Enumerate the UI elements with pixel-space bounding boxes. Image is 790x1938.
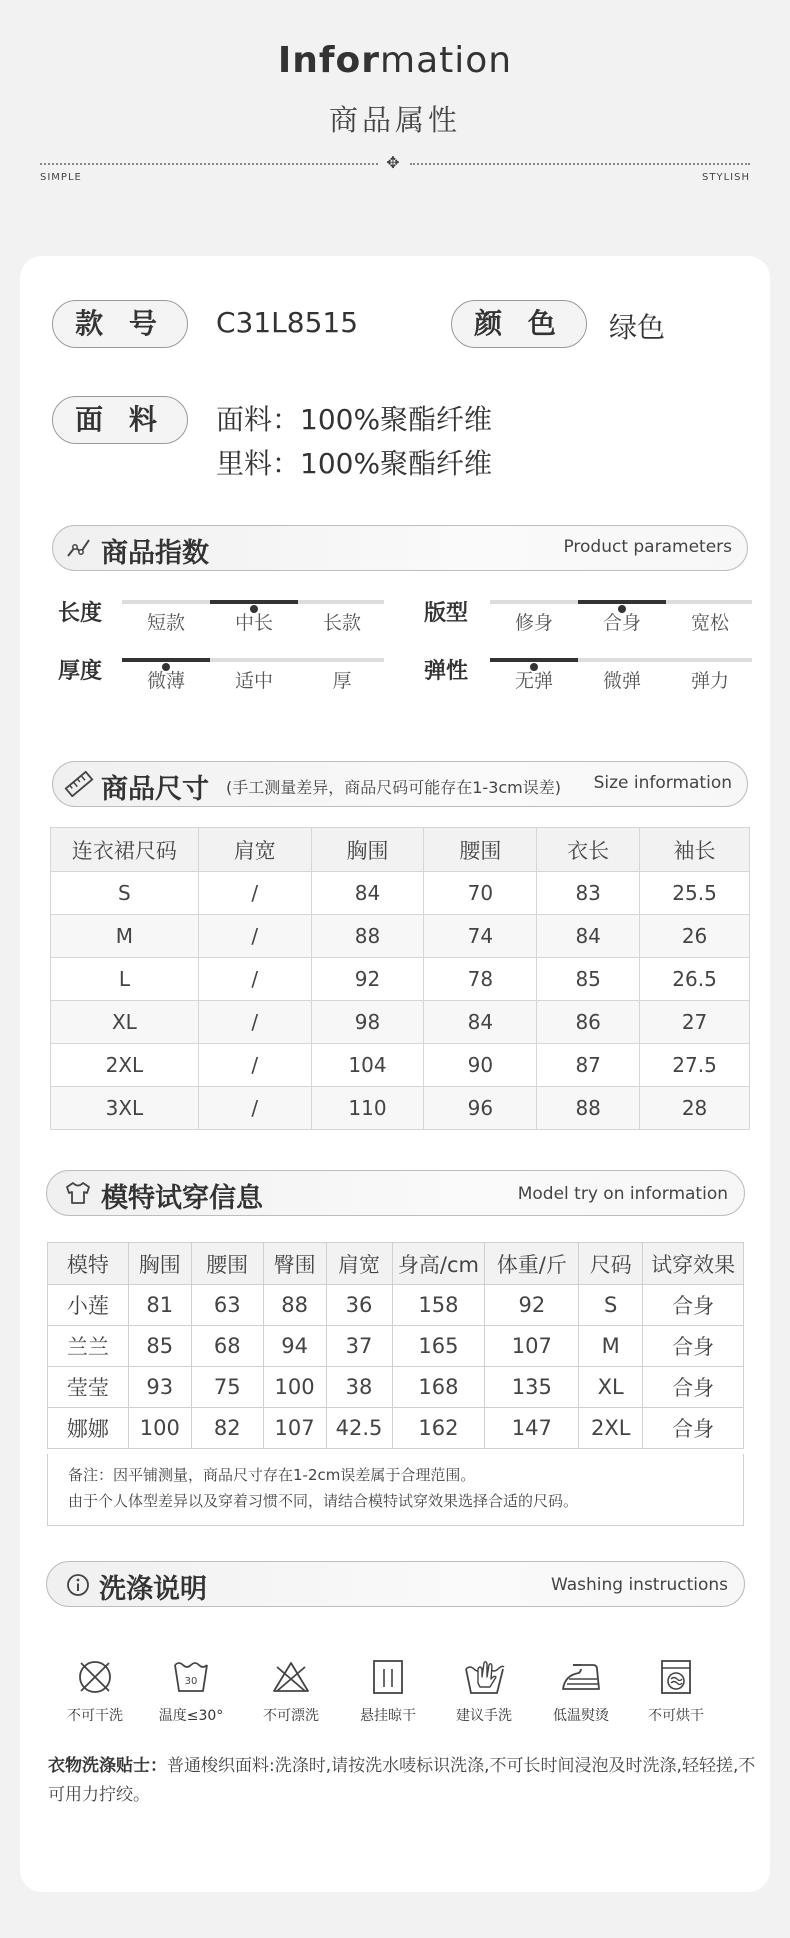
table-cell: 27.5 [640, 1044, 750, 1087]
table-cell: / [198, 915, 311, 958]
no-bleach-icon [271, 1657, 311, 1697]
model-col-header: 尺码 [579, 1243, 643, 1285]
model-col-header: 臀围 [263, 1243, 326, 1285]
table-cell: 26 [640, 915, 750, 958]
table-row [51, 1087, 750, 1130]
wash-label: 不可烘干 [648, 1708, 704, 1724]
table-cell: / [198, 1087, 311, 1130]
table-cell: 37 [326, 1326, 392, 1367]
table-cell: 162 [392, 1408, 485, 1449]
table-cell: 165 [392, 1326, 485, 1367]
index-section-title: 商品指数 [101, 538, 209, 569]
index-label-thickness: 厚度 [58, 659, 103, 684]
table-row [51, 958, 750, 1001]
table-cell: 93 [128, 1367, 191, 1408]
table-cell: M [579, 1326, 643, 1367]
table-cell: 85 [128, 1326, 191, 1367]
wash-label: 不可漂洗 [263, 1708, 319, 1724]
wash-label: 温度≤30° [158, 1708, 224, 1724]
table-cell: 68 [191, 1326, 263, 1367]
color-value: 绿色 [609, 311, 666, 344]
table-cell: 42.5 [326, 1408, 392, 1449]
table-cell: 36 [326, 1285, 392, 1326]
model-col-header: 体重/斤 [485, 1243, 579, 1285]
hand-wash-icon [462, 1657, 506, 1697]
table-cell: 98 [311, 1001, 424, 1044]
wash-item-low-iron [535, 1657, 627, 1725]
fabric-pill: 面 料 [52, 396, 188, 444]
table-cell: 100 [128, 1408, 191, 1449]
table-cell: / [198, 1001, 311, 1044]
ruler-icon [64, 771, 94, 797]
index-option: 厚 [332, 670, 352, 692]
index-option: 中长 [234, 612, 273, 634]
wash-label: 不可干洗 [67, 1708, 123, 1724]
table-cell: 26.5 [640, 958, 750, 1001]
index-option: 无弹 [514, 670, 553, 692]
wash-item-hand-wash [438, 1657, 530, 1725]
table-cell: 85 [537, 958, 640, 1001]
table-cell: 3XL [51, 1087, 199, 1130]
model-col-header: 肩宽 [326, 1243, 392, 1285]
header-title [0, 40, 790, 81]
model-col-header: 腰围 [191, 1243, 263, 1285]
size-table [50, 827, 750, 1130]
model-section-title: 模特试穿信息 [101, 1183, 263, 1214]
no-dry-clean-icon [75, 1657, 115, 1697]
wash-item-wash-30 [145, 1657, 237, 1725]
wash-item-no-tumble-dry [630, 1657, 722, 1725]
table-cell: 110 [311, 1087, 424, 1130]
header-right-tag: STYLISH [702, 172, 750, 183]
wash-tip-text: 普通梭织面料:洗涤时,请按洗水唛标识洗涤,不可长时间浸泡及时洗涤,轻轻搓,不可用力拧绞。 [48, 1756, 756, 1805]
index-label-elasticity: 弹性 [424, 659, 469, 684]
table-cell: 74 [424, 915, 537, 958]
table-cell: 87 [537, 1044, 640, 1087]
hang-dry-icon [368, 1657, 408, 1697]
table-cell: 25.5 [640, 872, 750, 915]
size-col-header: 衣长 [537, 828, 640, 872]
wash-tip [48, 1752, 758, 1810]
table-row [51, 872, 750, 915]
wash-item-no-bleach [245, 1657, 337, 1725]
table-cell: 合身 [643, 1285, 744, 1326]
low-iron-icon [559, 1657, 603, 1697]
style-number-value: C31L8515 [216, 306, 359, 339]
size-col-header: 腰围 [424, 828, 537, 872]
table-cell: 135 [485, 1367, 579, 1408]
table-cell: / [198, 1044, 311, 1087]
table-cell: S [51, 872, 199, 915]
model-note-line-1: 备注：因平铺测量，商品尺寸存在1-2cm误差属于合理范围。 [68, 1466, 476, 1484]
table-cell: 70 [424, 872, 537, 915]
style-number-pill: 款 号 [52, 300, 188, 348]
table-cell: XL [51, 1001, 199, 1044]
index-option: 宽松 [690, 612, 729, 634]
table-cell: 88 [311, 915, 424, 958]
index-active-fit [578, 600, 666, 604]
index-option: 修身 [514, 612, 553, 634]
wash-30-icon [171, 1657, 211, 1697]
table-cell: 86 [537, 1001, 640, 1044]
table-cell: 合身 [643, 1326, 744, 1367]
table-cell: 92 [311, 958, 424, 1001]
no-tumble-dry-icon [656, 1657, 696, 1697]
table-cell: 90 [424, 1044, 537, 1087]
table-cell: S [579, 1285, 643, 1326]
table-cell: 84 [537, 915, 640, 958]
size-col-header: 连衣裙尺码 [51, 828, 199, 872]
index-label-fit: 版型 [424, 601, 469, 626]
trend-icon [66, 536, 92, 560]
index-active-elasticity [490, 658, 578, 662]
svg-text:30: 30 [184, 1676, 198, 1687]
header-title-bold: Infor [277, 40, 381, 81]
fabric-line-1: 面料：100%聚酯纤维 [216, 403, 493, 436]
info-icon [66, 1573, 90, 1597]
table-row [48, 1285, 744, 1326]
table-row [48, 1326, 744, 1367]
table-row [48, 1408, 744, 1449]
table-cell: M [51, 915, 199, 958]
model-table-header [48, 1243, 744, 1285]
size-section-subtitle: Size information [593, 773, 732, 793]
table-cell: 88 [537, 1087, 640, 1130]
model-section-subtitle: Model try on information [517, 1184, 728, 1204]
model-col-header: 模特 [48, 1243, 129, 1285]
table-cell: 88 [263, 1285, 326, 1326]
table-cell: 27 [640, 1001, 750, 1044]
size-col-header: 胸围 [311, 828, 424, 872]
size-section-note: (手工测量差异，商品尺码可能存在1-3cm误差) [226, 778, 562, 797]
compass-icon: ✥ [386, 153, 400, 172]
table-cell: 合身 [643, 1367, 744, 1408]
table-cell: 81 [128, 1285, 191, 1326]
wash-section-title: 洗涤说明 [99, 1574, 207, 1605]
table-cell: 28 [640, 1087, 750, 1130]
index-option: 短款 [146, 612, 185, 634]
table-cell: 147 [485, 1408, 579, 1449]
table-cell: 小莲 [48, 1285, 129, 1326]
header-title-light: mation [380, 40, 513, 81]
size-col-header: 肩宽 [198, 828, 311, 872]
index-active-length [210, 600, 298, 604]
index-active-thickness [122, 658, 210, 662]
index-option: 合身 [602, 612, 641, 634]
table-cell: L [51, 958, 199, 1001]
table-cell: 合身 [643, 1408, 744, 1449]
model-note-line-2: 由于个人体型差异以及穿着习惯不同，请结合模特试穿效果选择合适的尺码。 [68, 1492, 579, 1510]
wash-label: 建议手洗 [456, 1708, 512, 1724]
table-cell: 兰兰 [48, 1326, 129, 1367]
table-cell: 92 [485, 1285, 579, 1326]
model-col-header: 胸围 [128, 1243, 191, 1285]
table-row [51, 1001, 750, 1044]
table-cell: / [198, 958, 311, 1001]
table-cell: 100 [263, 1367, 326, 1408]
table-cell: 娜娜 [48, 1408, 129, 1449]
table-cell: 84 [424, 1001, 537, 1044]
index-label-length: 长度 [58, 601, 103, 626]
color-pill: 颜 色 [451, 300, 587, 348]
table-cell: 83 [537, 872, 640, 915]
table-cell: 158 [392, 1285, 485, 1326]
model-table [47, 1242, 744, 1449]
header-subtitle: 商品属性 [328, 103, 461, 137]
table-cell: 104 [311, 1044, 424, 1087]
table-cell: 107 [485, 1326, 579, 1367]
model-col-header: 试穿效果 [643, 1243, 744, 1285]
index-option: 弹力 [690, 670, 729, 692]
index-option: 长款 [322, 612, 361, 634]
table-row [51, 915, 750, 958]
size-col-header: 袖长 [640, 828, 750, 872]
table-cell: XL [579, 1367, 643, 1408]
table-cell: / [198, 872, 311, 915]
table-cell: 2XL [51, 1044, 199, 1087]
table-cell: 38 [326, 1367, 392, 1408]
header-divider-left [40, 163, 378, 165]
wash-item-hang-dry [342, 1657, 434, 1725]
table-row [51, 1044, 750, 1087]
table-cell: 莹莹 [48, 1367, 129, 1408]
wash-label: 低温熨烫 [553, 1708, 609, 1724]
table-cell: 82 [191, 1408, 263, 1449]
size-table-header [51, 828, 750, 872]
index-section-subtitle: Product parameters [563, 537, 732, 557]
table-cell: 84 [311, 872, 424, 915]
index-option: 适中 [234, 670, 273, 692]
index-option: 微弹 [602, 670, 641, 692]
model-col-header: 身高/cm [392, 1243, 485, 1285]
wash-section-subtitle: Washing instructions [550, 1575, 728, 1595]
header-left-tag: SIMPLE [40, 172, 82, 183]
wash-label: 悬挂晾干 [360, 1708, 416, 1724]
index-option: 微薄 [146, 670, 185, 692]
table-cell: 107 [263, 1408, 326, 1449]
table-cell: 94 [263, 1326, 326, 1367]
tshirt-icon [64, 1180, 92, 1206]
wash-item-no-dry-clean [49, 1657, 141, 1725]
table-row [48, 1367, 744, 1408]
size-section-title: 商品尺寸 [101, 774, 209, 805]
wash-tip-label: 衣物洗涤贴士： [48, 1756, 167, 1776]
table-cell: 168 [392, 1367, 485, 1408]
table-cell: 75 [191, 1367, 263, 1408]
table-cell: 96 [424, 1087, 537, 1130]
table-cell: 63 [191, 1285, 263, 1326]
table-cell: 2XL [579, 1408, 643, 1449]
table-cell: 78 [424, 958, 537, 1001]
model-note [47, 1454, 744, 1526]
fabric-line-2: 里料：100%聚酯纤维 [216, 447, 493, 480]
header-divider-right [410, 163, 750, 165]
